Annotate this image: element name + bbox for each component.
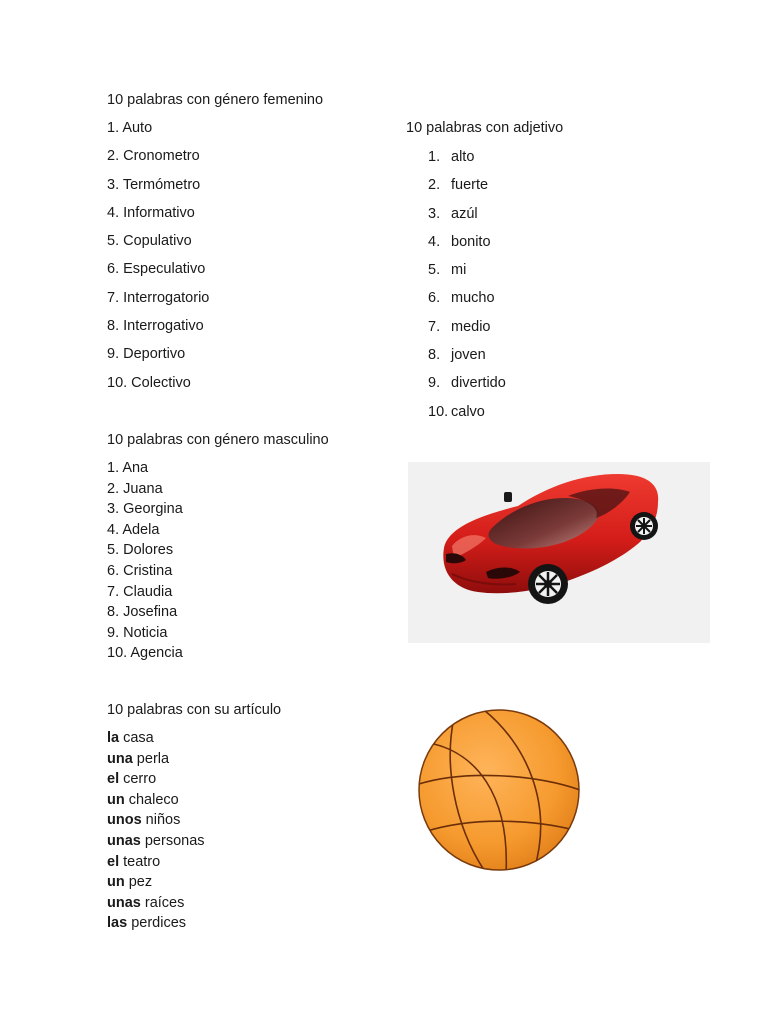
list-item: 6. Cristina (107, 562, 173, 579)
article-word: unas (107, 894, 141, 911)
noun-word: raíces (140, 894, 185, 911)
list-item (428, 284, 578, 312)
item-word: mucho (451, 290, 495, 307)
noun-word: teatro (119, 853, 161, 870)
list-item (428, 398, 578, 426)
list-item: 2. Cronometro (107, 148, 200, 165)
item-word: bonito (451, 233, 491, 250)
feminine-list (107, 114, 209, 397)
list-item: 1. Auto (107, 120, 153, 136)
article-word: una (107, 750, 133, 767)
item-word: divertido (451, 375, 506, 392)
article-word: un (107, 791, 125, 808)
list-item (428, 313, 578, 341)
list-item (107, 831, 205, 852)
list-item: 1. Ana (107, 460, 149, 476)
item-number: 8. (428, 347, 441, 364)
list-item (107, 769, 205, 790)
list-item: 5. Copulativo (107, 233, 192, 250)
list-item (107, 749, 205, 770)
list-item: 7. Interrogatorio (107, 289, 210, 306)
list-item: 3. Termómetro (107, 176, 201, 193)
item-number: 5. (428, 262, 441, 279)
articles-list (107, 728, 205, 934)
item-word: alto (451, 149, 475, 165)
article-word: unas (107, 832, 141, 849)
item-number: 6. (428, 290, 441, 307)
list-item: 4. Informativo (107, 204, 195, 221)
feminine-heading: 10 palabras con género femenino (107, 92, 324, 108)
noun-word: pez (124, 874, 153, 891)
noun-word: personas (140, 832, 205, 849)
list-item (107, 872, 205, 893)
list-item (428, 200, 578, 228)
article-word: la (107, 730, 120, 746)
list-item: 8. Josefina (107, 604, 178, 621)
article-word: el (107, 853, 120, 870)
list-item (428, 341, 578, 369)
basketball-image (414, 704, 584, 876)
noun-word: cerro (119, 771, 157, 788)
item-number: 1. (428, 149, 441, 165)
item-word: fuerte (451, 177, 489, 194)
article-word: el (107, 771, 120, 788)
article-word: unos (107, 812, 142, 829)
item-word: medio (451, 318, 491, 335)
item-word: azúl (451, 205, 478, 222)
item-number: 4. (428, 233, 441, 250)
list-item: 10. Colectivo (107, 374, 191, 391)
item-number: 2. (428, 177, 441, 194)
item-word: joven (451, 347, 486, 364)
list-item: 10. Agencia (107, 645, 183, 662)
item-word: calvo (451, 403, 485, 420)
noun-word: chaleco (124, 791, 179, 808)
basketball-icon (414, 704, 584, 876)
list-item (107, 913, 205, 934)
noun-word: perdices (127, 915, 187, 932)
list-item (107, 852, 205, 873)
list-item (428, 171, 578, 199)
articles-heading: 10 palabras con su artículo (107, 702, 282, 718)
item-number: 10. (428, 403, 449, 420)
red-sports-car-icon (408, 462, 710, 643)
article-word: un (107, 874, 125, 891)
noun-word: niños (141, 812, 181, 829)
list-item: 7. Claudia (107, 583, 173, 600)
car-image (408, 462, 710, 643)
list-item (428, 256, 578, 284)
noun-word: perla (132, 750, 170, 767)
item-number: 3. (428, 205, 441, 222)
list-item (107, 893, 205, 914)
adjectives-heading: 10 palabras con adjetivo (406, 120, 564, 136)
list-item: 8. Interrogativo (107, 318, 204, 335)
list-item: 2. Juana (107, 480, 163, 497)
masculine-heading: 10 palabras con género masculino (107, 432, 329, 448)
item-number: 7. (428, 318, 441, 335)
list-item (107, 810, 205, 831)
masculine-list (107, 458, 183, 664)
item-word: mi (451, 262, 467, 279)
list-item (428, 228, 578, 256)
list-item: 3. Georgina (107, 501, 183, 518)
list-item: 9. Deportivo (107, 346, 186, 363)
noun-word: casa (119, 730, 154, 746)
list-item (428, 369, 578, 397)
adjectives-list (428, 143, 578, 426)
list-item: 4. Adela (107, 521, 160, 538)
article-word: las (107, 915, 128, 932)
list-item (107, 728, 205, 749)
list-item: 6. Especulativo (107, 261, 206, 278)
list-item: 5. Dolores (107, 542, 174, 559)
item-number: 9. (428, 375, 441, 392)
list-item (107, 790, 205, 811)
list-item (428, 143, 578, 171)
list-item: 9. Noticia (107, 624, 168, 641)
